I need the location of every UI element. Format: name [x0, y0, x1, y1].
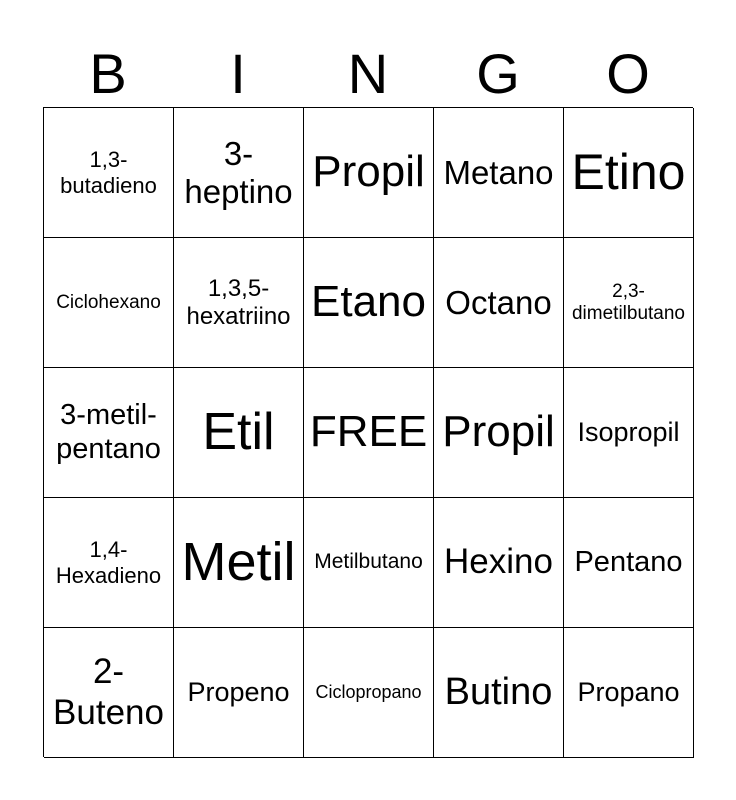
bingo-cell[interactable] — [174, 368, 304, 498]
bingo-cell-label: Propeno — [187, 676, 290, 707]
header-letter-b: B — [89, 42, 127, 105]
bingo-cell[interactable] — [434, 498, 564, 628]
bingo-cell[interactable] — [44, 108, 174, 238]
bingo-cell-label: Ciclopropano — [315, 682, 422, 703]
bingo-cell[interactable] — [434, 628, 564, 758]
bingo-cell[interactable] — [434, 368, 564, 498]
bingo-header — [43, 40, 693, 108]
bingo-cell-label: Hexino — [444, 542, 553, 582]
bingo-cell-label: Octano — [445, 283, 552, 321]
bingo-cell-label: Isopropil — [577, 416, 680, 447]
bingo-cell[interactable] — [304, 108, 434, 238]
bingo-cell-label: 3-metil- pentano — [56, 399, 161, 465]
bingo-cell-label: Propano — [577, 676, 680, 707]
bingo-cell-label: 1,3- butadieno — [60, 147, 157, 198]
bingo-cell[interactable] — [304, 368, 434, 498]
bingo-cell-label: Butino — [444, 670, 553, 713]
bingo-cell-label: FREE — [309, 407, 428, 457]
bingo-cell-label: Etino — [571, 143, 686, 200]
bingo-cell-label: 1,4- Hexadieno — [55, 537, 162, 588]
bingo-cell[interactable] — [564, 238, 694, 368]
bingo-cell-label: 3- heptino — [184, 134, 293, 210]
header-letter-o: O — [606, 42, 650, 105]
bingo-cell[interactable] — [304, 628, 434, 758]
bingo-cell[interactable] — [434, 108, 564, 238]
header-letter-g: G — [476, 42, 520, 105]
bingo-cell[interactable] — [564, 498, 694, 628]
bingo-cell-label: Pentano — [574, 545, 683, 578]
bingo-cell[interactable] — [434, 238, 564, 368]
bingo-cell[interactable] — [174, 108, 304, 238]
bingo-cell[interactable] — [564, 628, 694, 758]
bingo-cell[interactable] — [174, 238, 304, 368]
bingo-cell[interactable] — [304, 238, 434, 368]
bingo-cell-label: Etano — [311, 277, 426, 327]
header-letter-n: N — [347, 42, 389, 105]
bingo-cell-label: Propil — [442, 407, 555, 457]
bingo-cell-label: Propil — [312, 147, 425, 197]
bingo-cell-label: Metano — [443, 153, 554, 191]
bingo-cell-label: 1,3,5- hexatriino — [186, 274, 291, 330]
bingo-cell-label: Etil — [202, 402, 275, 461]
bingo-cell[interactable] — [564, 368, 694, 498]
bingo-cell-label: Metilbutano — [314, 550, 423, 574]
bingo-cell[interactable] — [44, 368, 174, 498]
bingo-cell[interactable] — [304, 498, 434, 628]
bingo-cell[interactable] — [44, 628, 174, 758]
bingo-board — [43, 107, 693, 757]
bingo-cell-label: 2- Buteno — [53, 652, 164, 732]
bingo-cell-label: 2,3- dimetilbutano — [571, 280, 686, 324]
header-letter-i: I — [230, 42, 246, 105]
bingo-cell[interactable] — [174, 498, 304, 628]
bingo-cell-label: Ciclohexano — [56, 291, 161, 313]
bingo-cell-label: Metil — [181, 532, 296, 593]
bingo-cell[interactable] — [174, 628, 304, 758]
bingo-cell[interactable] — [564, 108, 694, 238]
bingo-cell[interactable] — [44, 498, 174, 628]
bingo-cell[interactable] — [44, 238, 174, 368]
